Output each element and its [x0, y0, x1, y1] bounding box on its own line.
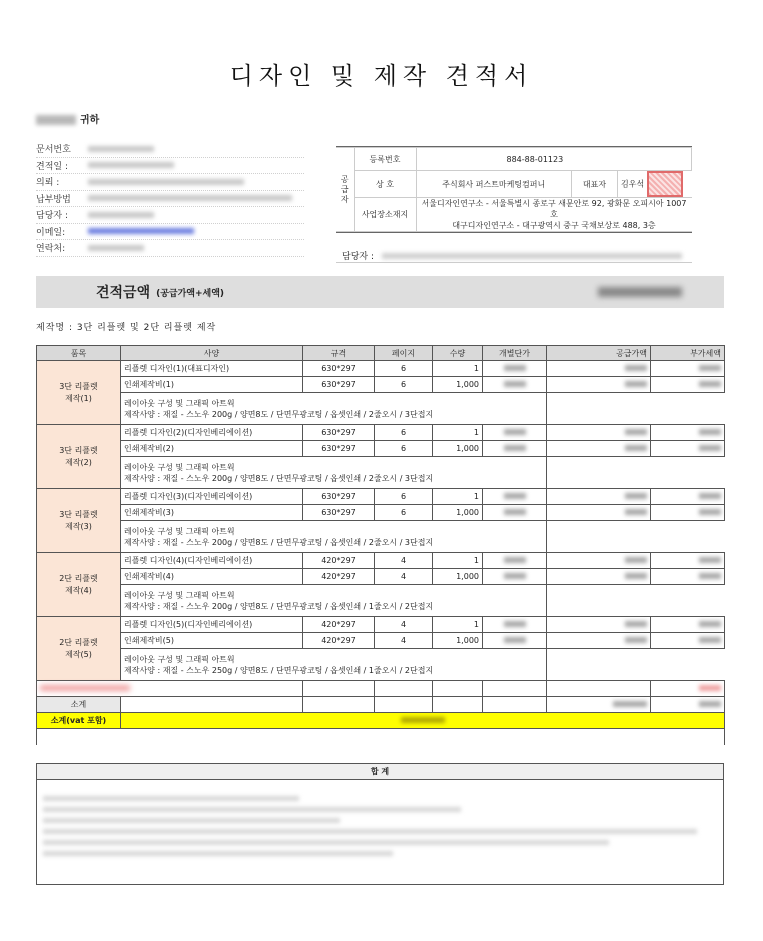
- item-group-name: 2단 리플렛 제작(4): [37, 553, 121, 617]
- item-pages: 4: [375, 553, 433, 569]
- item-description-row: [37, 393, 725, 425]
- reg-number-label: 등록번호: [354, 148, 416, 171]
- table-row: [37, 553, 725, 569]
- item-qty: 1: [433, 425, 483, 441]
- item-spec: 리플렛 디자인(1)(대표디자인): [121, 361, 303, 377]
- redacted-supply-price: [625, 637, 647, 643]
- info-label: 의뢰 :: [36, 178, 60, 189]
- column-header: 사양: [121, 346, 303, 361]
- item-pages: 6: [375, 425, 433, 441]
- company-seal-stamp: [647, 171, 683, 197]
- subtotal-label: 소계: [37, 697, 121, 713]
- description-line-2: 제작사양 : 재질 - 스노우 200g / 양면8도 / 단면무광코팅 / 옵셋인쇄 / 2줄오시 / 3단접지: [124, 409, 434, 419]
- item-pages: 6: [375, 361, 433, 377]
- item-spec: 인쇄제작비(5): [121, 633, 303, 649]
- amount-label: 견적금액: [96, 285, 151, 301]
- table-row: [37, 489, 725, 505]
- spacer-row: [37, 729, 725, 745]
- item-pages: 6: [375, 505, 433, 521]
- redacted-unit-price: [504, 573, 526, 579]
- table-row: [37, 633, 725, 649]
- info-row-request: [36, 174, 304, 191]
- redacted-value: [88, 162, 174, 168]
- items-table: [36, 345, 725, 745]
- info-label: 담당자 :: [36, 211, 68, 222]
- info-row-email: [36, 224, 304, 241]
- redacted-vat: [699, 493, 721, 499]
- table-row: [37, 441, 725, 457]
- item-qty: 1,000: [433, 569, 483, 585]
- redacted-unit-price: [504, 493, 526, 499]
- redacted-unit-price: [504, 557, 526, 563]
- vat-total-row: [37, 713, 725, 729]
- redacted-supply-price: [625, 509, 647, 515]
- redacted-notes: [37, 780, 723, 884]
- item-description-row: [37, 457, 725, 489]
- item-qty: 1,000: [433, 633, 483, 649]
- item-group-name: 3단 리플렛 제작(2): [37, 425, 121, 489]
- ceo-label: 대표자: [572, 171, 618, 198]
- item-group-name: 3단 리플렛 제작(1): [37, 361, 121, 425]
- redacted-vat: [699, 509, 721, 515]
- redacted-email-link[interactable]: [88, 228, 194, 234]
- redacted-vat: [699, 445, 721, 451]
- redacted-vat: [699, 573, 721, 579]
- company-label: 상 호: [354, 171, 416, 198]
- redacted-vat: [699, 365, 721, 371]
- vat-total-label: 소계(vat 포함): [37, 713, 121, 729]
- item-description: [121, 457, 483, 489]
- redacted-supply-price: [625, 445, 647, 451]
- item-qty: 1: [433, 553, 483, 569]
- description-line-2: 제작사양 : 재질 - 스노우 200g / 양면8도 / 단면무광코팅 / 옵셋인쇄 / 2줄오시 / 3단접지: [124, 473, 434, 483]
- item-size: 420*297: [303, 553, 375, 569]
- redacted-supply-price: [625, 573, 647, 579]
- table-row: [37, 377, 725, 393]
- item-pages: 4: [375, 569, 433, 585]
- redacted-note: [40, 685, 130, 691]
- recipient: [36, 111, 99, 126]
- item-qty: 1,000: [433, 377, 483, 393]
- item-spec: 리플렛 디자인(3)(디자인베리에이션): [121, 489, 303, 505]
- redacted-vat: [699, 637, 721, 643]
- recipient-suffix: 귀하: [80, 115, 100, 126]
- item-description: [121, 585, 483, 617]
- supplier-vertical-label: 공 급 자: [336, 148, 354, 232]
- document-title: 디자인 및 제작 견적서: [229, 62, 534, 90]
- address-cell: [416, 198, 692, 232]
- item-size: 630*297: [303, 489, 375, 505]
- redacted-value: [88, 245, 144, 251]
- description-line-1: 레이아웃 구성 및 그래픽 아트웍: [124, 462, 235, 472]
- redacted-value: [613, 701, 647, 707]
- redacted-supply-price: [625, 381, 647, 387]
- item-size: 630*297: [303, 425, 375, 441]
- item-size: 420*297: [303, 617, 375, 633]
- item-qty: 1: [433, 361, 483, 377]
- totals-section: [36, 763, 724, 885]
- item-pages: 6: [375, 489, 433, 505]
- job-name: 제작명 : 3단 리플렛 및 2단 리플렛 제작: [36, 323, 217, 333]
- redacted-contact-value: [382, 253, 682, 259]
- info-label: 연락처:: [36, 244, 66, 255]
- redacted-unit-price: [504, 429, 526, 435]
- redacted-supply-price: [625, 557, 647, 563]
- item-size: 630*297: [303, 441, 375, 457]
- column-header: 개별단가: [483, 346, 547, 361]
- column-header: 페이지: [375, 346, 433, 361]
- item-spec: 인쇄제작비(3): [121, 505, 303, 521]
- redacted-supply-price: [625, 621, 647, 627]
- item-pages: 6: [375, 441, 433, 457]
- item-size: 630*297: [303, 361, 375, 377]
- item-size: 630*297: [303, 505, 375, 521]
- description-line-1: 레이아웃 구성 및 그래픽 아트웍: [124, 398, 235, 408]
- item-spec: 인쇄제작비(2): [121, 441, 303, 457]
- table-row: [37, 425, 725, 441]
- info-label: 문서번호: [36, 145, 71, 156]
- ceo-cell: [618, 171, 692, 198]
- description-line-1: 레이아웃 구성 및 그래픽 아트웍: [124, 590, 235, 600]
- redacted-vat: [699, 381, 721, 387]
- column-header: 규격: [303, 346, 375, 361]
- info-label: 납부방법: [36, 194, 71, 205]
- address-line-1: 서울디자인연구소 - 서울특별시 종로구 새문안로 92, 광화문 오피시아 1007호: [421, 199, 687, 219]
- description-line-2: 제작사양 : 재질 - 스노우 200g / 양면8도 / 단면무광코팅 / 옵셋인쇄 / 2줄오시 / 3단접지: [124, 537, 434, 547]
- reg-number-value: 884-88-01123: [416, 148, 692, 171]
- redacted-supply-price: [625, 365, 647, 371]
- address-line-2: 대구디자인연구소 - 대구광역시 중구 국채보상로 488, 3층: [452, 221, 656, 230]
- divider: [336, 262, 692, 263]
- info-row-payment: [36, 191, 304, 208]
- item-qty: 1,000: [433, 441, 483, 457]
- table-row: [37, 617, 725, 633]
- amount-sublabel: (공급가액+세액): [156, 288, 225, 299]
- item-spec: 인쇄제작비(4): [121, 569, 303, 585]
- redacted-row: [37, 681, 725, 697]
- description-line-2: 제작사양 : 재질 - 스노우 250g / 양면8도 / 단면무광코팅 / 옵셋인쇄 / 1줄오시 / 2단접지: [124, 665, 434, 675]
- item-size: 630*297: [303, 377, 375, 393]
- item-spec: 리플렛 디자인(4)(디자인베리에이션): [121, 553, 303, 569]
- ceo-name: 김우석: [621, 179, 645, 189]
- address-label: 사업장소재지: [354, 198, 416, 232]
- item-description-row: [37, 649, 725, 681]
- supplier-contact: [342, 249, 682, 262]
- redacted-vat: [699, 557, 721, 563]
- supplier-info: [336, 146, 692, 233]
- description-line-2: 제작사양 : 재질 - 스노우 200g / 양면8도 / 단면무광코팅 / 옵셋인쇄 / 1줄오시 / 2단접지: [124, 601, 434, 611]
- redacted-supply-price: [625, 429, 647, 435]
- info-row-date: [36, 158, 304, 175]
- description-line-1: 레이아웃 구성 및 그래픽 아트웍: [124, 654, 235, 664]
- redacted-unit-price: [504, 365, 526, 371]
- redacted-value: [699, 701, 721, 707]
- column-header: 부가세액: [651, 346, 725, 361]
- redacted-value: [88, 212, 154, 218]
- item-pages: 4: [375, 633, 433, 649]
- redacted-total: [401, 717, 445, 723]
- item-description: [121, 521, 483, 553]
- item-qty: 1: [433, 617, 483, 633]
- item-size: 420*297: [303, 633, 375, 649]
- item-description-row: [37, 521, 725, 553]
- redacted-value: [88, 146, 154, 152]
- info-row-manager: [36, 207, 304, 224]
- item-description: [121, 649, 483, 681]
- table-row: [37, 505, 725, 521]
- redacted-unit-price: [504, 445, 526, 451]
- table-row: [37, 361, 725, 377]
- item-qty: 1: [433, 489, 483, 505]
- totals-header: 합 계: [37, 764, 723, 780]
- item-group-name: 3단 리플렛 제작(3): [37, 489, 121, 553]
- info-row-phone: [36, 240, 304, 257]
- item-qty: 1,000: [433, 505, 483, 521]
- redacted-supply-price: [625, 493, 647, 499]
- column-header: 수량: [433, 346, 483, 361]
- description-line-1: 레이아웃 구성 및 그래픽 아트웍: [124, 526, 235, 536]
- redacted-value: [699, 685, 721, 691]
- quote-info-list: [36, 141, 304, 257]
- quote-amount-bar: [36, 276, 724, 308]
- item-description-row: [37, 585, 725, 617]
- info-label: 이메일:: [36, 227, 66, 238]
- item-size: 420*297: [303, 569, 375, 585]
- info-label: 견적일 :: [36, 161, 68, 172]
- recipient-name-redacted: [36, 115, 76, 125]
- info-row-doc-number: [36, 141, 304, 158]
- redacted-unit-price: [504, 509, 526, 515]
- table-header-row: [37, 346, 725, 361]
- item-spec: 리플렛 디자인(2)(디자인베리에이션): [121, 425, 303, 441]
- item-pages: 6: [375, 377, 433, 393]
- redacted-value: [88, 195, 292, 201]
- redacted-unit-price: [504, 621, 526, 627]
- redacted-vat: [699, 621, 721, 627]
- redacted-amount: [598, 287, 682, 297]
- company-value: 주식회사 퍼스트마케팅컴퍼니: [416, 171, 572, 198]
- item-spec: 리플렛 디자인(5)(디자인베리에이션): [121, 617, 303, 633]
- redacted-value: [88, 179, 244, 185]
- contact-label: 담당자 :: [342, 252, 374, 262]
- subtotal-row: [37, 697, 725, 713]
- table-row: [37, 569, 725, 585]
- item-pages: 4: [375, 617, 433, 633]
- redacted-unit-price: [504, 637, 526, 643]
- column-header: 공급가액: [547, 346, 651, 361]
- column-header: 품목: [37, 346, 121, 361]
- redacted-unit-price: [504, 381, 526, 387]
- item-description: [121, 393, 483, 425]
- item-spec: 인쇄제작비(1): [121, 377, 303, 393]
- redacted-vat: [699, 429, 721, 435]
- item-group-name: 2단 리플렛 제작(5): [37, 617, 121, 681]
